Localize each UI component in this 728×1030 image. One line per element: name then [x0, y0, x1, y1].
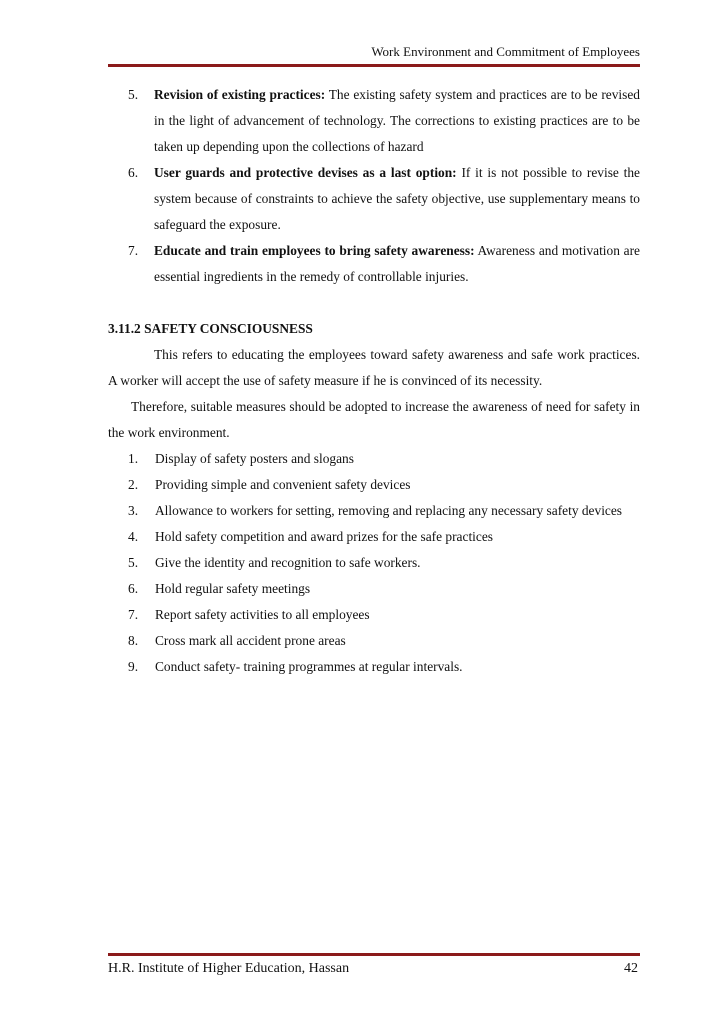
item-number: 3. [128, 503, 139, 518]
top-numbered-list [108, 82, 640, 290]
item-number: 6. [128, 165, 139, 180]
list-item [108, 602, 640, 628]
item-lead: Revision of existing practices: [154, 87, 326, 102]
item-number: 5. [128, 87, 139, 102]
list-item [108, 524, 640, 550]
paragraph: Therefore, suitable measures should be adopted to increase the awareness of need for safety in the work environment. [108, 399, 640, 440]
item-number: 8. [128, 633, 139, 648]
item-number: 7. [128, 607, 139, 622]
item-number: 5. [128, 555, 139, 570]
item-number: 7. [128, 243, 139, 258]
list-item [108, 576, 640, 602]
item-text: Report safety activities to all employees [155, 607, 370, 622]
item-lead: Educate and train employees to bring safety awareness: [154, 243, 475, 258]
item-number: 6. [128, 581, 139, 596]
list-item [108, 446, 640, 472]
list-item [108, 238, 640, 290]
measures-list [108, 446, 640, 680]
paragraph: This refers to educating the employees toward safety awareness and safe work practices. A worker will accept the use of safety measure if he is convinced of its necessity. [108, 347, 640, 388]
footer-institute: H.R. Institute of Higher Education, Hassan [108, 961, 350, 976]
item-text: Display of safety posters and slogans [155, 451, 354, 466]
item-number: 2. [128, 477, 139, 492]
page-number: 42 [624, 961, 638, 976]
section-heading: 3.11.2 SAFETY CONSCIOUSNESS [108, 321, 313, 336]
list-item [108, 654, 640, 680]
page-body [108, 82, 640, 680]
item-text: Give the identity and recognition to safe workers. [155, 555, 421, 570]
item-text: Cross mark all accident prone areas [155, 633, 346, 648]
item-text: Allowance to workers for setting, removing and replacing any necessary safety devices [155, 503, 623, 518]
item-text: Providing simple and convenient safety devices [155, 477, 411, 492]
list-item [108, 550, 640, 576]
item-lead: User guards and protective devises as a last option: [154, 165, 457, 180]
item-text: Awareness and motivation are essential ingredients in the remedy of controllable injuries. [154, 243, 641, 284]
item-number: 1. [128, 451, 139, 466]
item-text: Hold regular safety meetings [155, 581, 311, 596]
item-text: Hold safety competition and award prizes for the safe practices [155, 529, 493, 544]
list-item [108, 628, 640, 654]
item-number: 4. [128, 529, 139, 544]
item-text: The existing safety system and practices are to be revised in the light of advancement of technology. The corrections to existing practices are to be taken up depending upon the collections of hazard [154, 87, 640, 154]
list-item [108, 82, 640, 160]
running-title: Work Environment and Commitment of Employees [371, 44, 640, 59]
item-text: If it is not possible to revise the system because of constraints to achieve the safety objective, use supplementary means to safeguard the exposure. [154, 165, 640, 232]
list-item [108, 498, 640, 524]
item-text: Conduct safety- training programmes at regular intervals. [155, 659, 463, 674]
list-item [108, 160, 640, 238]
item-number: 9. [128, 659, 139, 674]
footer-rule [108, 953, 640, 956]
header-rule [108, 64, 640, 67]
list-item [108, 472, 640, 498]
